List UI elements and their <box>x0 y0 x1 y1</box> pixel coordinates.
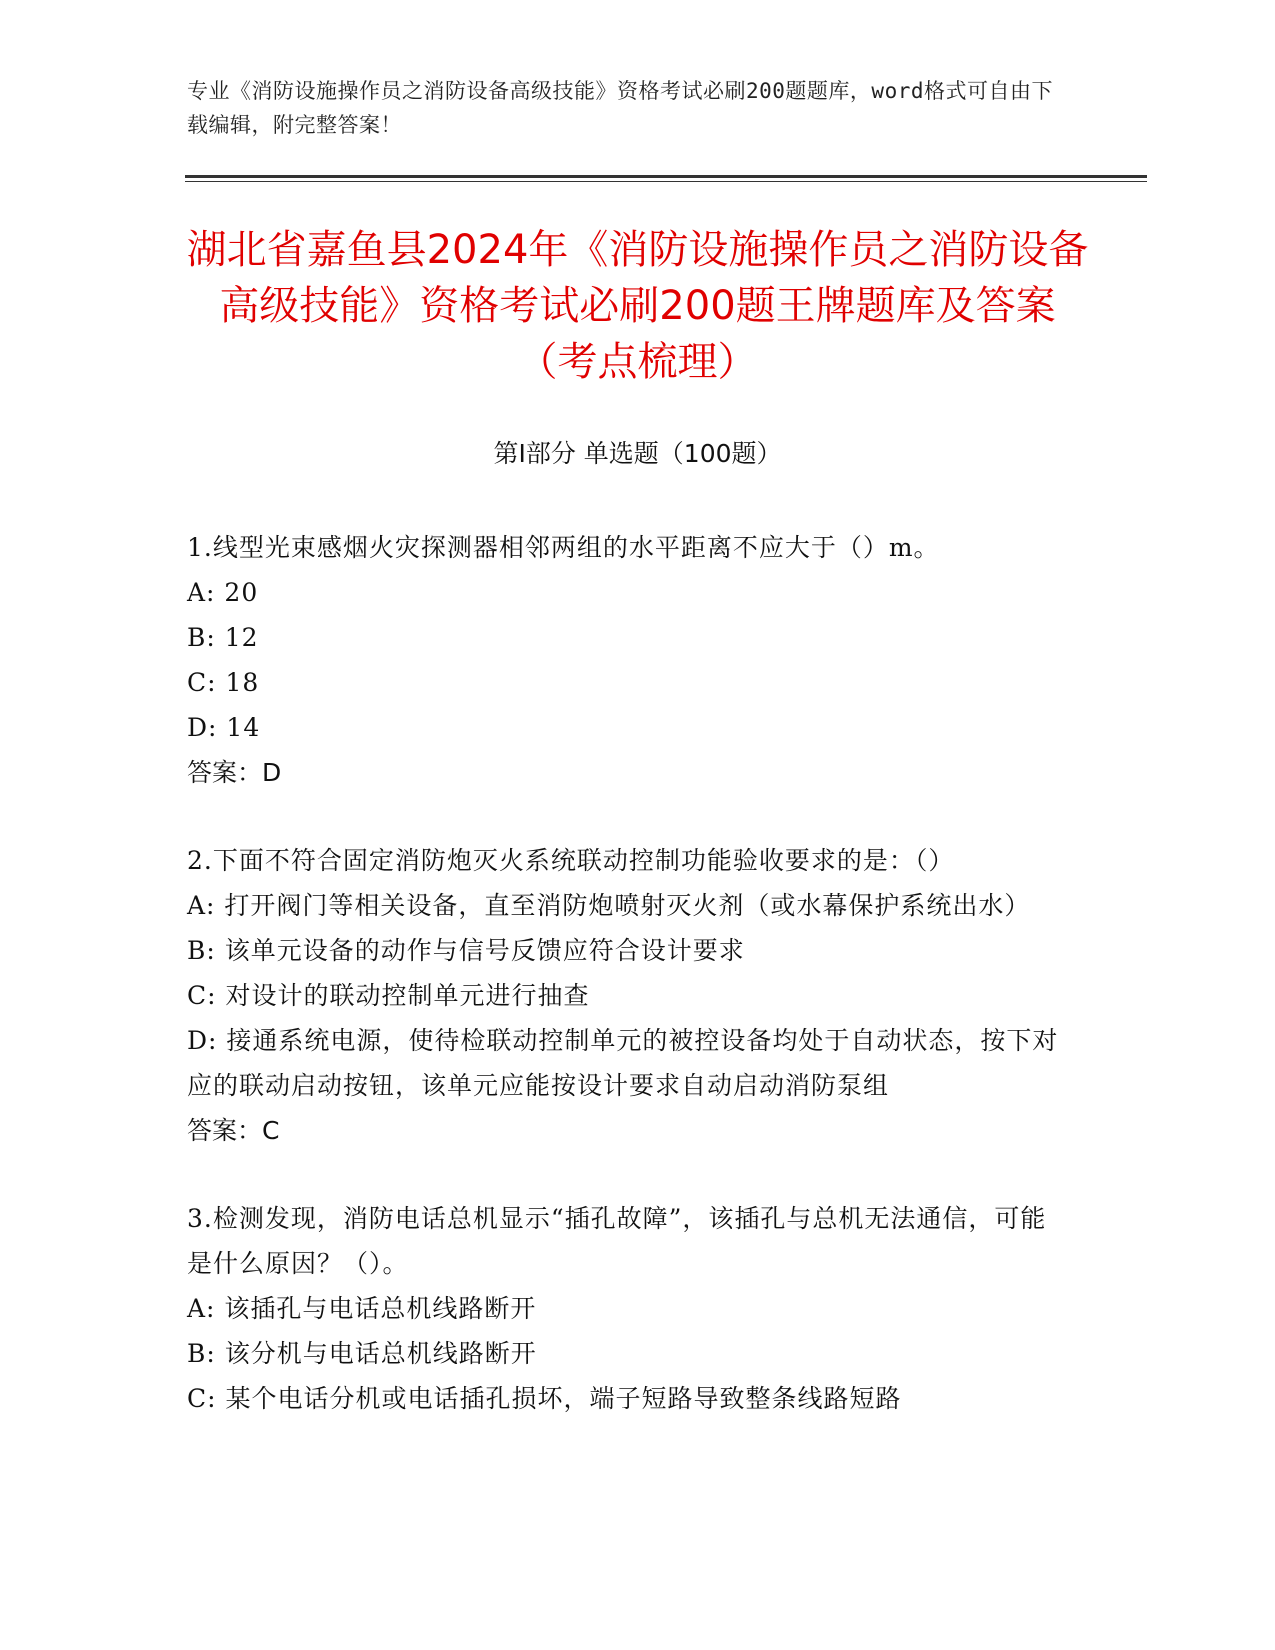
question-1 <box>187 525 1067 795</box>
option-a: A: 打开阀门等相关设备，直至消防炮喷射灭火剂（或水幕保护系统出水） <box>187 891 1031 920</box>
header-divider-thin <box>185 181 1147 182</box>
question-2 <box>187 838 1067 1153</box>
option-b: B: 该分机与电话总机线路断开 <box>187 1339 537 1368</box>
option-c: C: 某个电话分机或电话插孔损坏，端子短路导致整条线路短路 <box>187 1384 902 1413</box>
option-c: C: 18 <box>187 668 260 697</box>
header-divider-thick <box>185 175 1147 178</box>
question-list <box>187 525 1067 1464</box>
answer: 答案：D <box>187 758 282 787</box>
option-c: C: 对设计的联动控制单元进行抽查 <box>187 981 590 1010</box>
question-3 <box>187 1196 1067 1421</box>
option-b: B: 该单元设备的动作与信号反馈应符合设计要求 <box>187 936 745 965</box>
option-d: D: 接通系统电源，使待检联动控制单元的被控设备均处于自动状态，按下对应的联动启动按钮，该单元应能按设计要求自动启动消防泵组 <box>187 1026 1059 1100</box>
header-note: 专业《消防设施操作员之消防设备高级技能》资格考试必刷200题题库，word格式可自由下载编辑，附完整答案！ <box>187 79 1053 137</box>
option-a: A: 该插孔与电话总机线路断开 <box>187 1294 537 1323</box>
option-d: D: 14 <box>187 713 261 742</box>
question-stem: 1.线型光束感烟火灾探测器相邻两组的水平距离不应大于（）m。 <box>187 533 940 562</box>
question-stem: 3.检测发现，消防电话总机显示“插孔故障”，该插孔与总机无法通信，可能是什么原因？（）。 <box>187 1204 1047 1278</box>
question-stem: 2.下面不符合固定消防炮灭火系统联动控制功能验收要求的是：（） <box>187 846 955 875</box>
section-title: 第I部分 单选题（100题） <box>493 439 782 468</box>
document-title: 湖北省嘉鱼县2024年《消防设施操作员之消防设备高级技能》资格考试必刷200题王牌题库及答案（考点梳理） <box>186 227 1089 385</box>
option-b: B: 12 <box>187 623 259 652</box>
option-a: A: 20 <box>187 578 259 607</box>
answer: 答案：C <box>187 1116 280 1145</box>
